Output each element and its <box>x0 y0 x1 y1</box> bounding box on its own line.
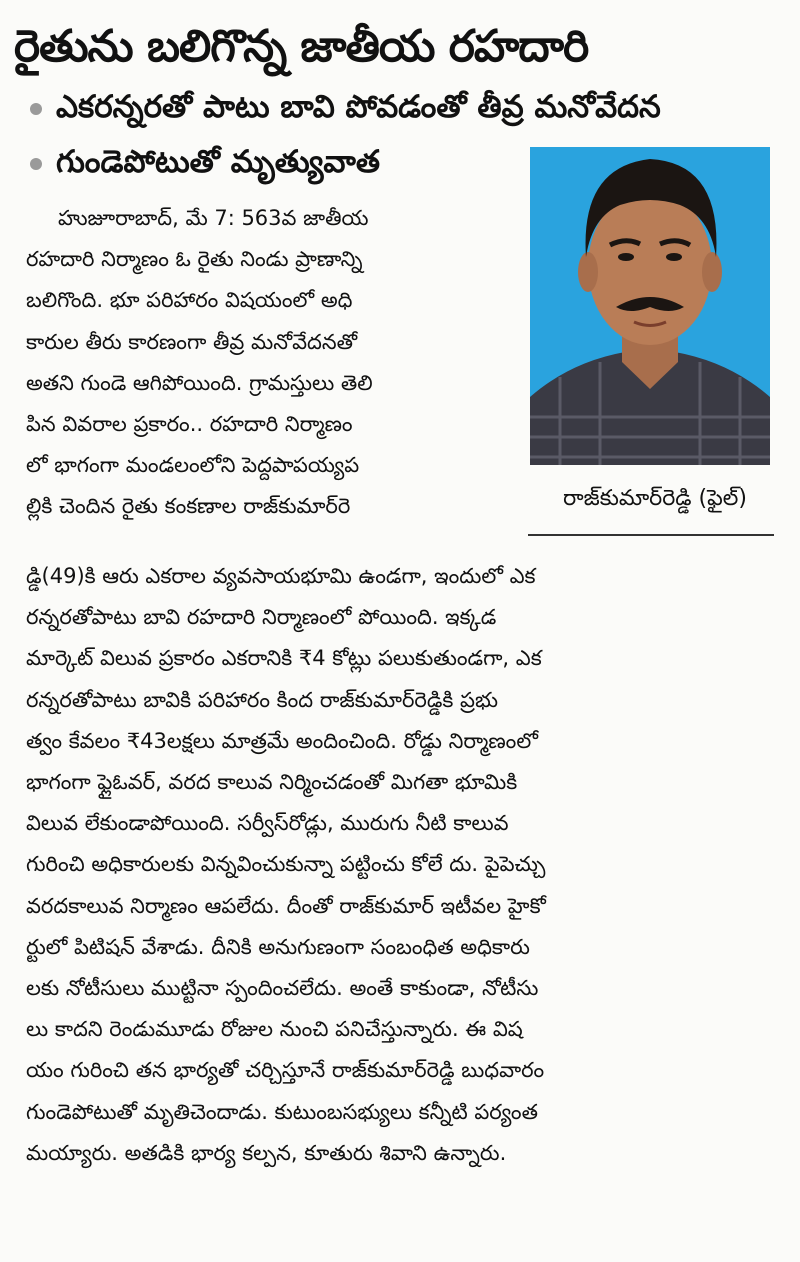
body-line: పిన వివరాల ప్రకారం.. రహదారి నిర్మాణం <box>26 412 353 437</box>
article-body-narrow <box>26 198 522 528</box>
body-line: డ్డి(49)కి ఆరు ఎకరాల వ్యవసాయభూమి ఉండగా, ఇందులో ఎక <box>26 564 536 588</box>
body-line: గురించి అధికారులకు విన్నవించుకున్నా పట్టించు కోలే దు. పైపెచ్చు <box>26 852 546 877</box>
body-line: రహదారి నిర్మాణం ఓ రైతు నిండు ప్రాణాన్ని <box>26 247 363 272</box>
person-photo <box>530 147 770 465</box>
subheading-bullet-2 <box>30 140 510 184</box>
body-line: వరదకాలువ నిర్మాణం ఆపలేదు. దీంతో రాజ్‌కుమార్ ఇటీవల హైకో <box>26 893 546 918</box>
body-line: యం గురించి తన భార్యతో చర్చిస్తూనే రాజ్‌కుమార్‌రెడ్డి బుధవారం <box>26 1058 545 1083</box>
body-line: రన్నరతోపాటు బావి రహదారి నిర్మాణంలో పోయింది. ఇక్కడ <box>26 605 497 630</box>
body-line: ర్టులో పిటిషన్ వేశాడు. దీనికి అనుగుణంగా సంబంధిత అధికారు <box>26 934 530 959</box>
article-headline: రైతును బలిగొన్న జాతీయ రహదారి <box>14 21 589 72</box>
body-line: ల్లికి చెందిన రైతు కంకణాల రాజ్‌కుమార్‌రె <box>26 494 351 519</box>
body-line: హుజూరాబాద్, మే 7: 563వ జాతీయ <box>58 206 369 230</box>
body-line: లో భాగంగా మండలంలోని పెద్దపాపయ్యప <box>26 453 360 478</box>
body-line: అతని గుండె ఆగిపోయింది. గ్రామస్తులు తెలి <box>26 370 373 395</box>
subheading-bullet-1 <box>30 85 790 129</box>
body-line: త్వం కేవలం ₹43లక్షలు మాత్రమే అందించింది. రోడ్డు నిర్మాణంలో <box>26 728 538 753</box>
article-body-wide <box>26 556 778 1174</box>
portrait-illustration <box>530 147 770 465</box>
body-line: లు కాదని రెండుమూడు రోజుల నుంచి పనిచేస్తున్నారు. ఈ విష <box>26 1017 523 1042</box>
body-line: భాగంగా ఫ్లైఓవర్, వరద కాలువ నిర్మించడంతో మిగతా భూమికి <box>26 770 518 795</box>
body-line: రన్నరతోపాటు బావికి పరిహారం కింద రాజ్‌కుమార్‌రెడ్డికి ప్రభు <box>26 687 499 712</box>
caption-divider <box>528 534 774 536</box>
photo-caption: రాజ్‌కుమార్‌రెడ్డి (ఫైల్) <box>563 486 747 511</box>
body-line: లకు నోటీసులు ముట్టినా స్పందించలేదు. అంతే కాకుండా, నోటీసు <box>26 976 539 1001</box>
subheading-text: ఎకరన్నరతో పాటు బావి పోవడంతో తీవ్ర మనోవేదన <box>56 89 661 125</box>
body-line: గుండెపోటుతో మృతిచెందాడు. కుటుంబసభ్యులు కన్నీటి పర్యంత <box>26 1099 538 1124</box>
bullet-dot-icon <box>30 158 42 170</box>
body-line: విలువ లేకుండాపోయింది. సర్వీస్‌రోడ్లు, మురుగు నీటి కాలువ <box>26 811 509 836</box>
body-line: మయ్యారు. అతడికి భార్య కల్పన, కూతురు శివాని ఉన్నారు. <box>26 1140 507 1165</box>
body-line: మార్కెట్ విలువ ప్రకారం ఎకరానికి ₹4 కోట్లు పలుకుతుండగా, ఎక <box>26 646 542 671</box>
subheading-text: గుండెపోటుతో మృత్యువాత <box>56 144 381 180</box>
bullet-dot-icon <box>30 103 42 115</box>
body-line: కారుల తీరు కారణంగా తీవ్ర మనోవేదనతో <box>26 329 358 354</box>
cropped-previous-line <box>0 0 800 8</box>
body-line: బలిగొంది. భూ పరిహారం విషయంలో అధి <box>26 288 353 313</box>
